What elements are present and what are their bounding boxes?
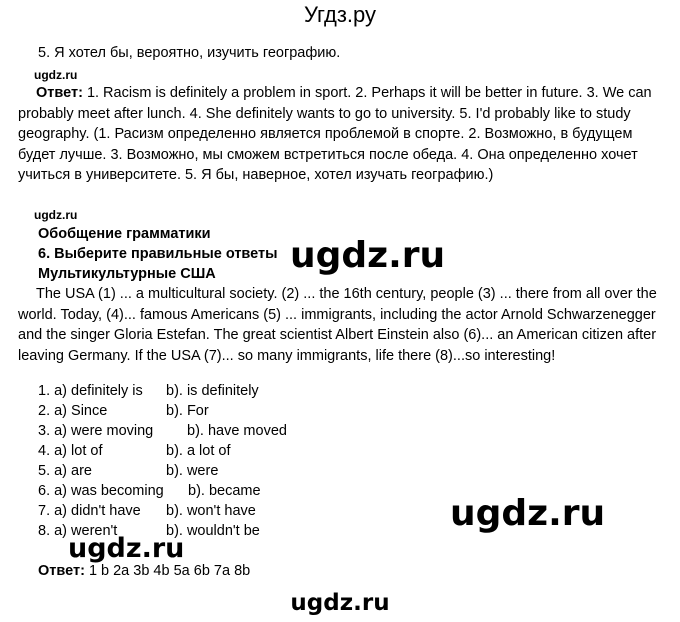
translation-line-5: 5. Я хотел бы, вероятно, изучить географию. <box>38 45 341 61</box>
watermark-small: ugdz.ru <box>34 208 78 222</box>
watermark-large: ugdz.ru <box>290 235 446 276</box>
final-answer-text: 1 b 2a 3b 4b 5a 6b 7a 8b <box>88 563 251 579</box>
option-a: 1. a) definitely is <box>38 383 143 399</box>
text-title: Мультикультурные США <box>38 266 216 282</box>
option-b: b). wouldn't be <box>166 523 260 539</box>
option-b: b). is definitely <box>166 383 259 399</box>
task-heading: 6. Выберите правильные ответы <box>38 246 278 262</box>
watermark-small: ugdz.ru <box>34 68 78 82</box>
watermark-footer: ugdz.ru <box>290 590 390 616</box>
final-answer <box>38 561 250 581</box>
answer-block <box>18 83 663 186</box>
text-body: The USA (1) ... a multicultural society. (2) ... the 16th century, people (3) ... there from all over the world. Today, (4)... famous Americans (5) ... immigrants, including the actor Arnold Schwarzenegger and the singer Gloria Estefan. The great scientist Albert Einstein also (6)... an American citizen after leaving Germany. If the USA (7)... so many immigrants, life there (8)...so interesting! <box>18 286 657 364</box>
site-title: Угдз.ру <box>303 2 377 27</box>
option-a: 6. a) was becoming <box>38 483 164 499</box>
final-answer-label: Ответ: <box>38 563 85 579</box>
option-b: b). For <box>166 403 209 419</box>
watermark-large: ugdz.ru <box>68 533 185 564</box>
answer-label: Ответ: <box>36 85 83 101</box>
option-b: b). were <box>166 463 219 479</box>
watermark-large: ugdz.ru <box>450 493 606 534</box>
option-a: 8. a) weren't <box>38 523 118 539</box>
option-a: 2. a) Since <box>38 403 108 419</box>
section-heading: Обобщение грамматики <box>38 226 211 242</box>
option-a: 7. a) didn't have <box>38 503 141 519</box>
option-a: 4. a) lot of <box>38 443 103 459</box>
option-a: 3. a) were moving <box>38 423 154 439</box>
option-a: 5. a) are <box>38 463 92 479</box>
answer-text: 1. Racism is definitely a problem in sport. 2. Perhaps it will be better in future. 3. We can probably meet after lunch. 4. She definitely wants to go to university. 5. I'd probably like to study geography. (1. Расизм определенно является проблемой в спорте. 2. Возможно, в будущем будет лучше. 3. Возможно, мы сможем встретиться после обеда. 4. Она определенно хочет учиться в университете. 5. Я бы, наверное, хотел изучать географию.) <box>18 85 652 183</box>
option-b: b). a lot of <box>166 443 231 459</box>
option-b: b). won't have <box>166 503 256 519</box>
option-b: b). became <box>188 483 261 499</box>
option-b: b). have moved <box>187 423 287 439</box>
